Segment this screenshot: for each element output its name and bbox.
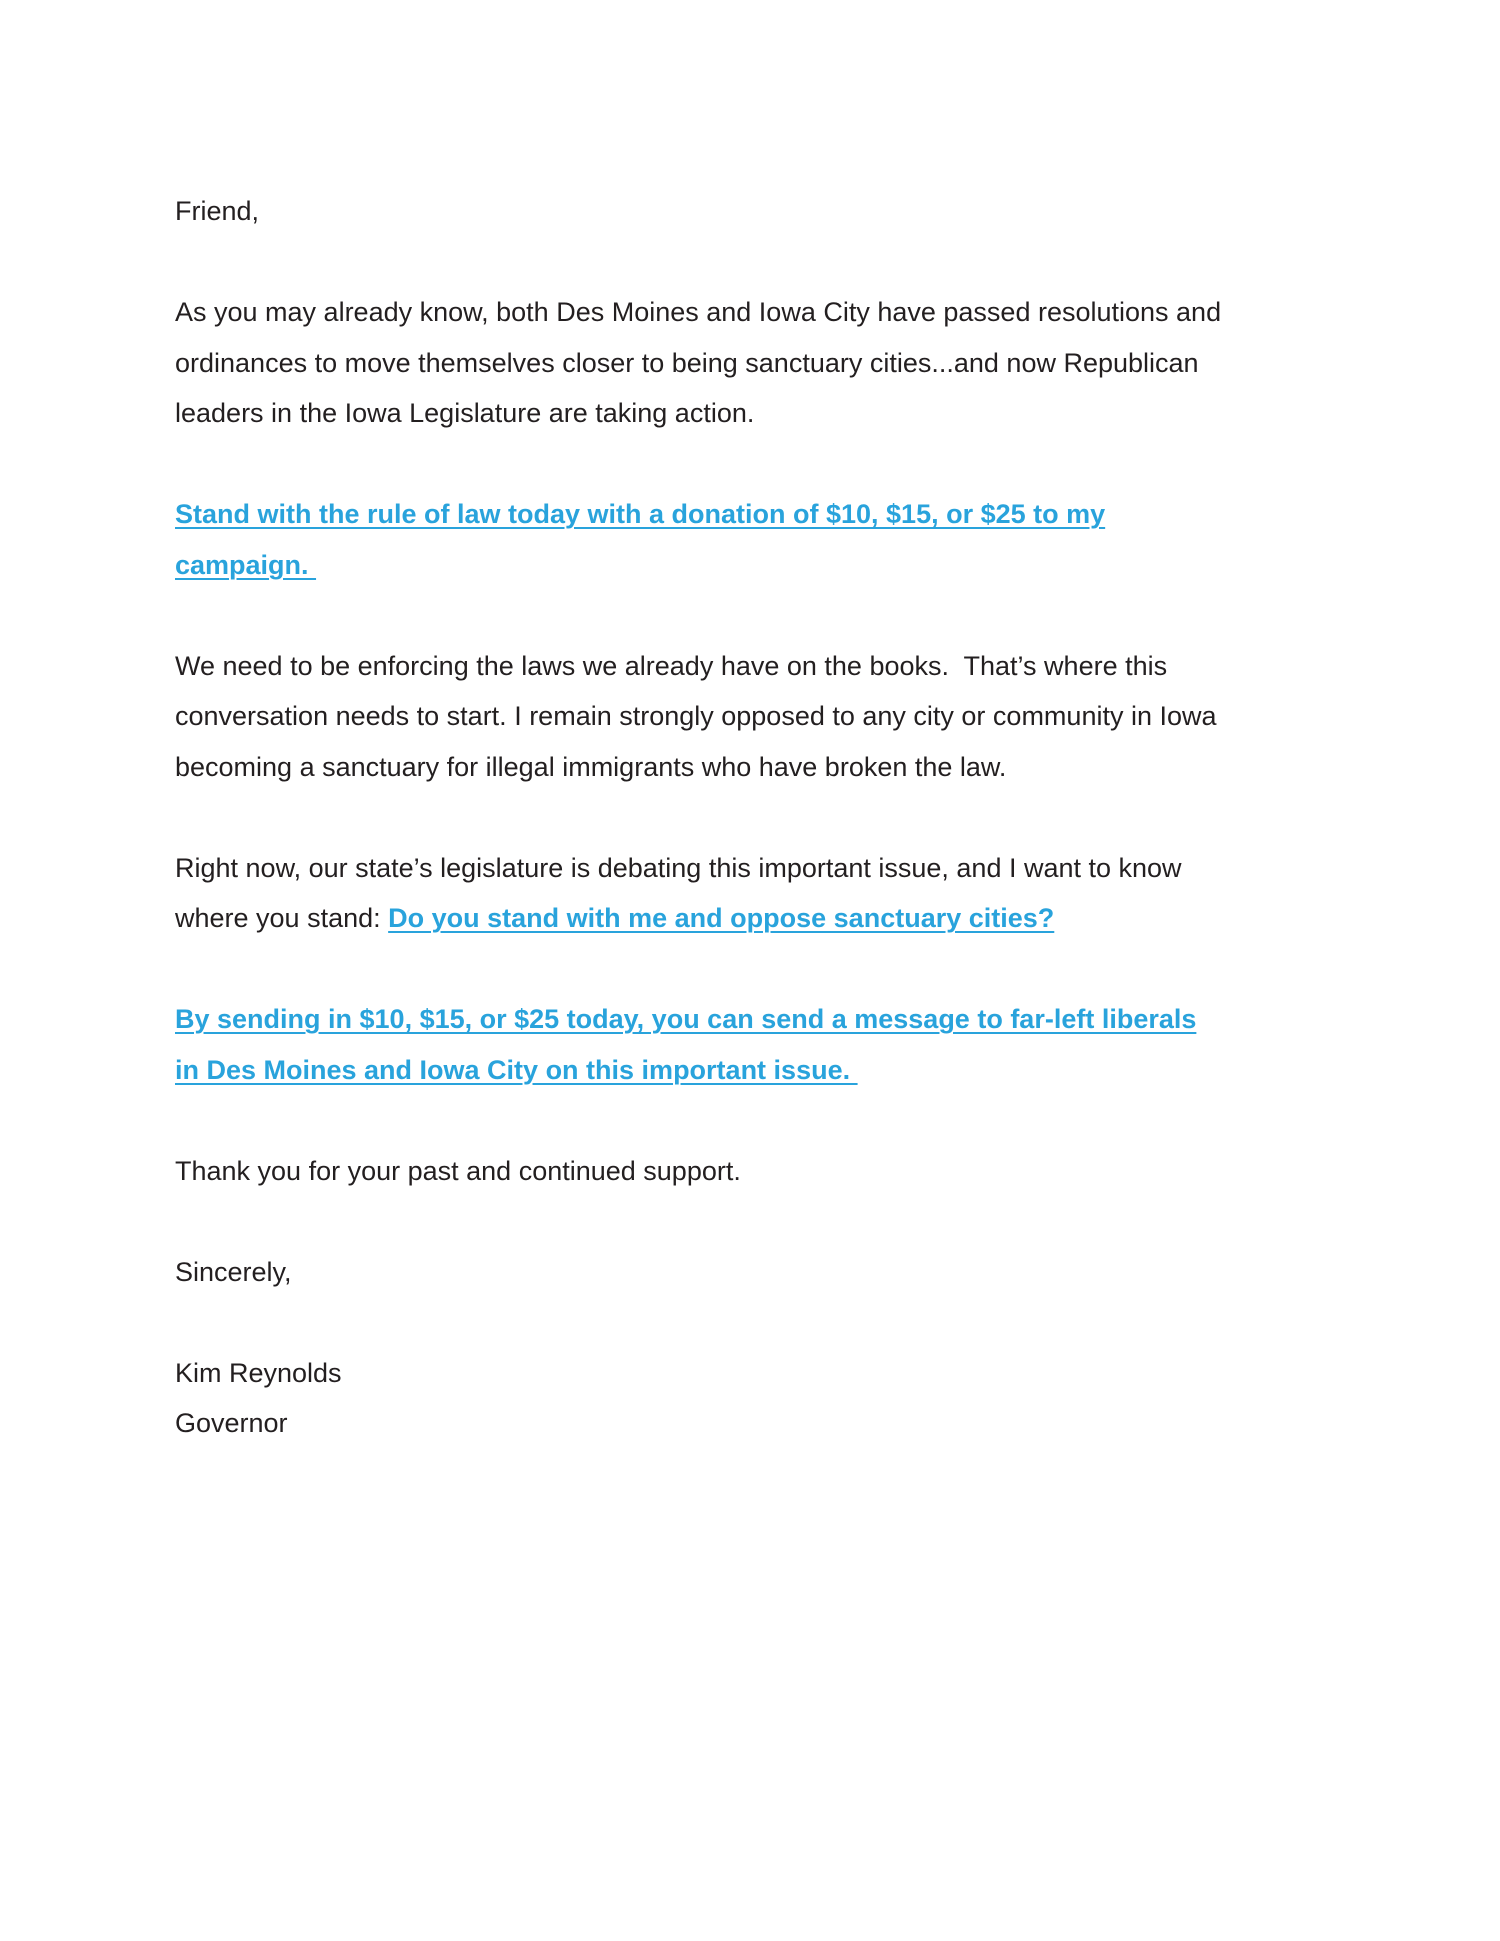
text-line: ordinances to move themselves closer to being sanctuary cities...and now Republican — [175, 347, 1199, 378]
greeting: Friend, — [175, 196, 260, 226]
signature-title: Governor — [175, 1408, 288, 1438]
donate-link-rule-of-law-cont[interactable]: campaign. — [175, 549, 317, 580]
thanks-text: Thank you for your past and continued support. — [175, 1155, 741, 1186]
signature-name: Kim Reynolds — [175, 1357, 342, 1388]
paragraph-debate — [175, 843, 1375, 944]
send-message-link[interactable]: By sending in $10, $15, or $25 today, you can send a message to far-left liberals — [175, 1004, 1197, 1034]
donate-link-paragraph — [175, 489, 1375, 590]
text-line: We need to be enforcing the laws we already have on the books. That’s where this — [175, 650, 1168, 681]
closing-text: Sincerely, — [175, 1256, 292, 1287]
text-prefix: where you stand: — [175, 903, 389, 933]
text-line: As you may already know, both Des Moines and Iowa City have passed resolutions and — [175, 297, 1222, 327]
send-message-link-paragraph — [175, 994, 1375, 1095]
donate-link-rule-of-law[interactable]: Stand with the rule of law today with a donation of $10, $15, or $25 to my — [175, 499, 1106, 529]
send-message-link-cont[interactable]: in Des Moines and Iowa City on this important issue. — [175, 1054, 858, 1085]
paragraph-intro — [175, 287, 1375, 439]
text-line: Right now, our state’s legislature is debating this important issue, and I want to know — [175, 852, 1182, 883]
text-line: conversation needs to start. I remain strongly opposed to any city or community in Iowa — [175, 701, 1217, 731]
signature-block — [175, 1348, 1375, 1449]
text-line: becoming a sanctuary for illegal immigrants who have broken the law. — [175, 751, 1007, 782]
text-line: leaders in the Iowa Legislature are taking action. — [175, 398, 755, 428]
text-line — [175, 893, 1375, 944]
paragraph-enforce — [175, 641, 1375, 793]
letter-body — [175, 186, 1375, 1449]
oppose-sanctuary-link[interactable]: Do you stand with me and oppose sanctuary cities? — [388, 903, 1055, 933]
